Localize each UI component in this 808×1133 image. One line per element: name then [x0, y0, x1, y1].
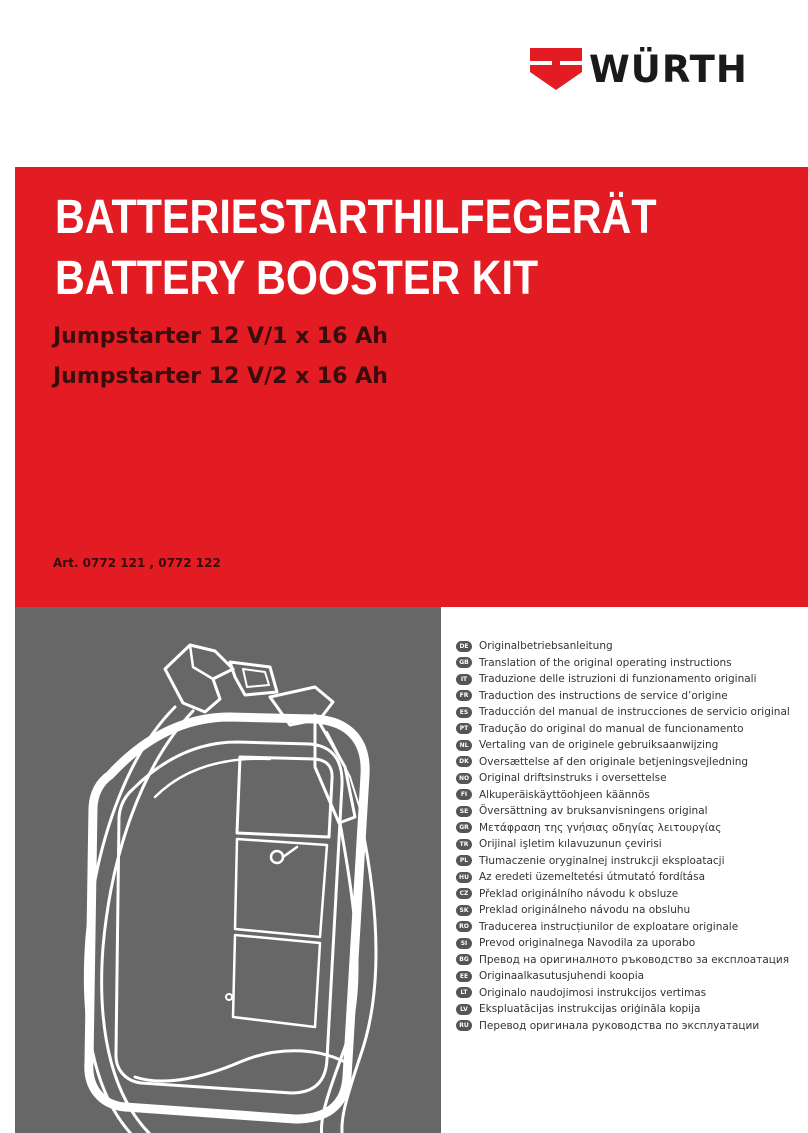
- language-badge: NL: [456, 740, 472, 751]
- list-item: [456, 919, 796, 936]
- jumpstarter-illustration: [15, 607, 441, 1133]
- list-item: [456, 968, 796, 985]
- list-item: [456, 952, 796, 969]
- language-title: Originalo naudojimosi instrukcijos vertimas: [479, 986, 707, 999]
- subtitle-2x16ah: Jumpstarter 12 V/2 x 16 Ah: [53, 364, 388, 389]
- list-item: [456, 671, 796, 688]
- list-item: [456, 820, 796, 837]
- subtitle-1x16ah: Jumpstarter 12 V/1 x 16 Ah: [53, 324, 388, 349]
- title-banner: [15, 167, 808, 607]
- list-item: [456, 737, 796, 754]
- language-title: Original driftsinstruks i oversettelse: [479, 772, 667, 785]
- list-item: [456, 704, 796, 721]
- product-image: [15, 607, 441, 1133]
- language-badge: GR: [456, 822, 472, 833]
- language-title: Tłumaczenie oryginalnej instrukcji eksploatacji: [479, 854, 725, 867]
- language-badge: SI: [456, 938, 472, 949]
- wurth-logo-mark-icon: [530, 48, 582, 90]
- list-item: [456, 655, 796, 672]
- list-item: [456, 1001, 796, 1018]
- language-list: [456, 638, 796, 1034]
- language-badge: DK: [456, 756, 472, 767]
- language-title: Перевод оригинала руководства по эксплуатации: [479, 1019, 760, 1032]
- language-badge: TR: [456, 839, 472, 850]
- list-item: [456, 1018, 796, 1035]
- language-badge: RO: [456, 921, 472, 932]
- language-title: Vertaling van de originele gebruiksaanwijzing: [479, 739, 719, 752]
- language-badge: CZ: [456, 888, 472, 899]
- language-badge: PL: [456, 855, 472, 866]
- list-item: [456, 902, 796, 919]
- language-title: Oversættelse af den originale betjeningsvejledning: [479, 755, 749, 768]
- language-title: Traduction des instructions de service d’origine: [479, 689, 728, 702]
- language-badge: FR: [456, 690, 472, 701]
- language-title: Originalbetriebsanleitung: [479, 640, 613, 653]
- language-title: Prevod originalnega Navodila za uporabo: [479, 937, 696, 950]
- language-badge: GB: [456, 657, 472, 668]
- language-badge: LT: [456, 987, 472, 998]
- list-item: [456, 869, 796, 886]
- language-badge: HU: [456, 872, 472, 883]
- language-badge: FI: [456, 789, 472, 800]
- language-title: Traducción del manual de instrucciones de servicio original: [479, 706, 790, 719]
- list-item: [456, 985, 796, 1002]
- language-badge: ES: [456, 707, 472, 718]
- language-title: Превод на оригиналното ръководство за експлоатация: [479, 953, 790, 966]
- language-badge: NO: [456, 773, 472, 784]
- language-badge: SE: [456, 806, 472, 817]
- title-german: BATTERIESTARTHILFEGERÄT: [55, 191, 657, 244]
- language-title: Překlad originálního návodu k obsluze: [479, 887, 679, 900]
- language-badge: LV: [456, 1004, 472, 1015]
- language-title: Translation of the original operating instructions: [479, 656, 732, 669]
- language-badge: PT: [456, 723, 472, 734]
- language-title: Översättning av bruksanvisningens original: [479, 805, 708, 818]
- language-badge: DE: [456, 641, 472, 652]
- language-title: Tradução do original do manual de funcionamento: [479, 722, 744, 735]
- language-title: Traduzione delle istruzioni di funzionamento originali: [479, 673, 757, 686]
- language-title: Orijinal işletim kılavuzunun çevirisi: [479, 838, 662, 851]
- list-item: [456, 688, 796, 705]
- wurth-logo: [530, 48, 748, 90]
- language-title: Traducerea instrucțiunilor de exploatare originale: [479, 920, 739, 933]
- list-item: [456, 770, 796, 787]
- language-title: Μετάφραση της γνήσιας οδηγίας λειτουργίας: [479, 821, 722, 834]
- language-title: Az eredeti üzemeltetési útmutató fordítása: [479, 871, 706, 884]
- language-badge: BG: [456, 954, 472, 965]
- list-item: [456, 638, 796, 655]
- article-numbers: Art. 0772 121 , 0772 122: [53, 556, 221, 570]
- brand-name: WÜRTH: [589, 47, 748, 91]
- list-item: [456, 836, 796, 853]
- language-badge: SK: [456, 905, 472, 916]
- language-badge: EE: [456, 971, 472, 982]
- language-title: Alkuperäiskäyttöohjeen käännös: [479, 788, 650, 801]
- list-item: [456, 787, 796, 804]
- language-badge: IT: [456, 674, 472, 685]
- language-title: Preklad originálneho návodu na obsluhu: [479, 904, 691, 917]
- list-item: [456, 803, 796, 820]
- list-item: [456, 886, 796, 903]
- list-item: [456, 853, 796, 870]
- title-english: BATTERY BOOSTER KIT: [55, 252, 539, 305]
- language-badge: RU: [456, 1020, 472, 1031]
- language-title: Ekspluatācijas instrukcijas oriģināla kopija: [479, 1003, 701, 1016]
- list-item: [456, 721, 796, 738]
- list-item: [456, 754, 796, 771]
- list-item: [456, 935, 796, 952]
- language-title: Originaalkasutusjuhendi koopia: [479, 970, 645, 983]
